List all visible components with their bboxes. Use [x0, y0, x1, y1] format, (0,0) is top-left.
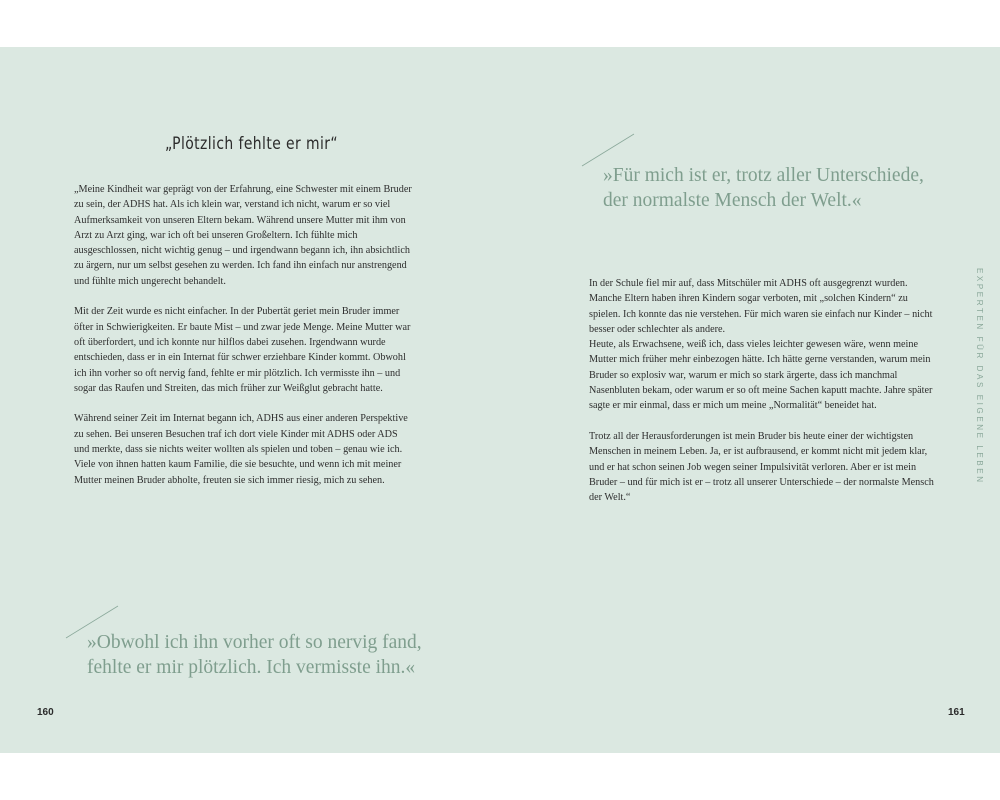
running-head: EXPERTEN FÜR DAS EIGENE LEBEN — [975, 268, 984, 485]
pull-quote-line: »Obwohl ich ihn vorher oft so nervig fand, — [87, 632, 422, 653]
right-body-text — [589, 276, 934, 521]
pull-quote-line: fehlte er mir plötzlich. Ich vermisste ihn.« — [87, 657, 416, 678]
page-number-left: 160 — [37, 707, 54, 718]
paragraph: In der Schule fiel mir auf, dass Mitschüler mit ADHS oft ausgegrenzt wurden. Manche Eltern haben ihren Kindern sogar verboten, mit „solchen Kindern“ zu spielen. Ich konnte das nie verstehen. Für mich waren sie einfach nur Kinder – nicht besser oder schlechter als andere. — [589, 278, 933, 335]
paragraph: Mit der Zeit wurde es nicht einfacher. In der Pubertät geriet mein Bruder immer öfter in Schwierigkeiten. Er baute Mist – und zwar jede Menge. Meine Mutter war oft überfordert, und ich konnte nur hilflos dabei zusehen. Irgendwann wurde entschieden, dass er in ein Internat für schwer erziehbare Kinder kommt. Obwohl ich ihn vorher so oft nervig fand, fehlte er mir plötzlich. Ich vermisste ihn – und sogar das Raufen und Streiten, das mich früher zur Weißglut gebracht hatte. — [74, 306, 411, 394]
pull-quote-line: »Für mich ist er, trotz aller Unterschiede, — [603, 165, 924, 186]
paragraph: Während seiner Zeit im Internat begann ich, ADHS aus einer anderen Perspektive zu sehen. Bei unseren Besuchen traf ich dort viele Kinder mit ADHS oder ADS und merkte, dass sie nichts weiter wollten als spielen und toben – genau wie ich. Viele von ihnen hatten kaum Familie, die sie besuchte, und wenn ich mit meiner Mutter meinen Bruder abholte, freuten sie sich immer riesig, mich zu sehen. — [74, 413, 408, 486]
pull-quote-left — [87, 630, 422, 680]
section-heading: „Plötzlich fehlte er mir“ — [165, 134, 339, 154]
paragraph: „Meine Kindheit war geprägt von der Erfahrung, eine Schwester mit einem Bruder zu sein, der ADHS hat. Als ich klein war, verstand ich nicht, warum er so viel Aufmerksamkeit von unseren Eltern bekam. Während unsere Mutter mit ihm von Arzt zu Arzt ging, war ich oft bei unseren Großeltern. Ich fühlte mich ausgeschlossen, nicht wichtig genug – und irgendwann begann ich, ihn absichtlich zu ärgern, nur um selbst gesehen zu werden. Ich fand ihn einfach nur anstrengend und fühlte mich ungerecht behandelt. — [74, 184, 412, 287]
pull-quote-line: der normalste Mensch der Welt.« — [603, 190, 862, 211]
left-body-text — [74, 182, 414, 503]
paragraph: Heute, als Erwachsene, weiß ich, dass vieles leichter gewesen wäre, wenn meine Mutter mich früher mehr einbezogen hätte. Ich hätte gerne verstanden, warum mein Bruder so explosiv war, warum er mich so stark ärgerte, dass ich manchmal Nasenbluten bekam, oder warum er so oft meine Sachen kaputt machte. Jahre später sagte er mir einmal, dass er mich um meine „Normalität“ beneidet hat. — [589, 339, 933, 412]
paragraph: Trotz all der Herausforderungen ist mein Bruder bis heute einer der wichtigsten Menschen in meinem Leben. Ja, er ist aufbrausend, er kommt nicht mit jedem klar, und er hat schon seinen Job wegen seiner Impulsivität verloren. Aber er ist mein Bruder – und für mich ist er – trotz all unserer Unterschiede – der normalste Mensch der Welt.“ — [589, 430, 934, 504]
pull-quote-right — [603, 163, 924, 213]
page-number-right: 161 — [948, 707, 965, 718]
